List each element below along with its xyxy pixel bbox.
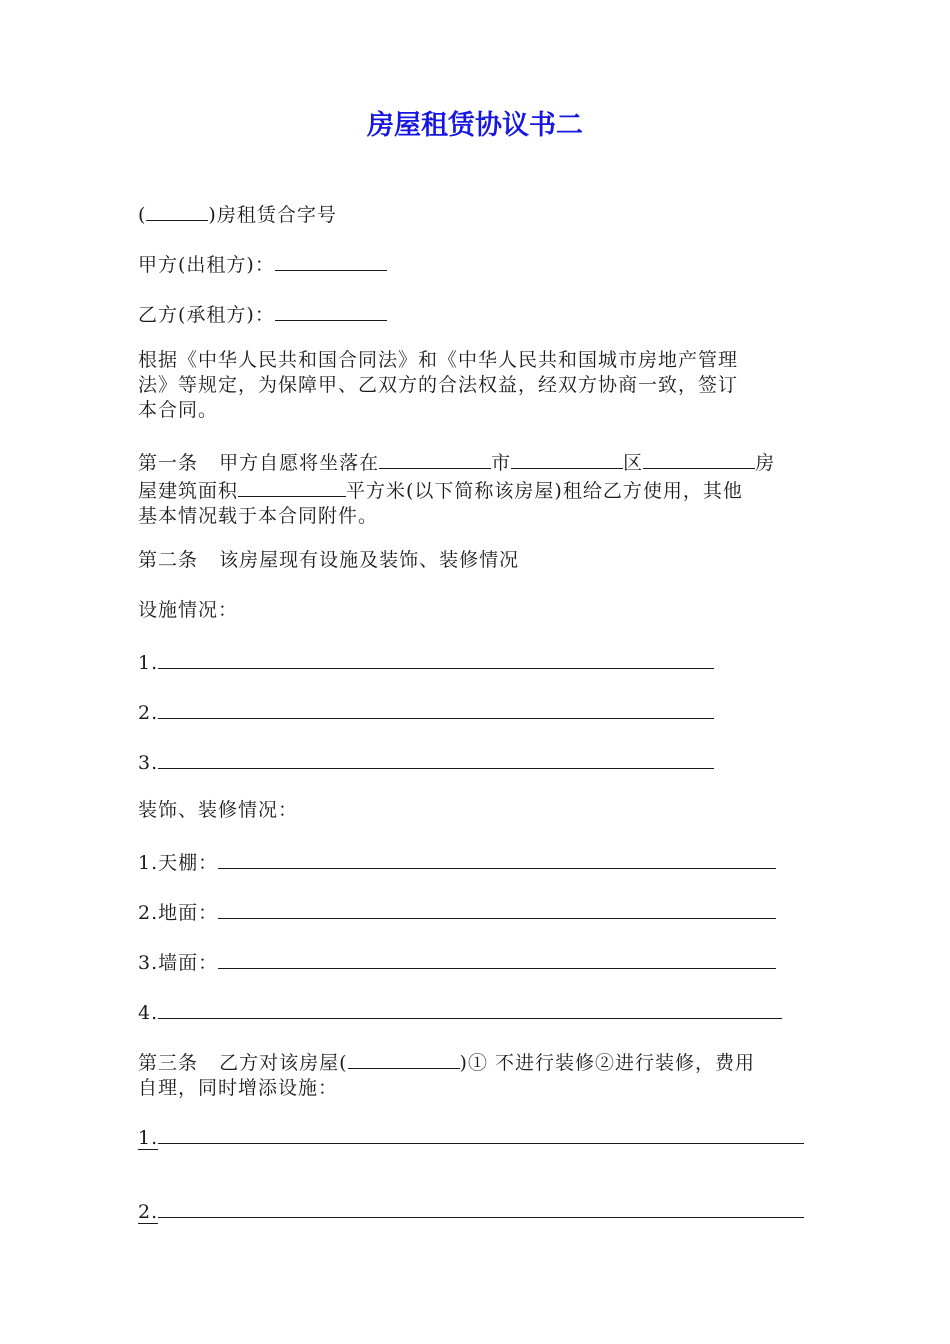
article-1-line (138, 476, 814, 504)
party-a-line (138, 250, 814, 278)
addition-item-number: 1. (138, 1127, 159, 1149)
facility-item-number: 1. (138, 652, 159, 674)
facility-item-number: 2. (138, 702, 159, 724)
renovation-choice-blank (348, 1048, 460, 1069)
addition-blank (158, 1197, 804, 1218)
facility-item-number: 3. (138, 752, 159, 774)
intro-paragraph (138, 348, 814, 423)
decoration-item (138, 848, 814, 876)
intro-line: 本合同。 (138, 399, 219, 421)
facilities-heading: 设施情况： (138, 599, 239, 621)
decoration-item-label: 4. (138, 1002, 159, 1024)
party-a-blank (275, 250, 387, 271)
article-3-line (138, 1048, 814, 1076)
article-1-text: 屋建筑面积 (138, 480, 239, 502)
contract-number-suffix: )房租赁合字号 (208, 204, 337, 226)
contract-number-blank (146, 200, 208, 221)
facility-item (138, 648, 814, 676)
addition-item (138, 1123, 814, 1151)
article-1-text: 房 (755, 452, 776, 474)
decoration-item (138, 948, 814, 976)
address-blank (643, 448, 755, 469)
decoration-heading: 装饰、装修情况： (138, 799, 299, 821)
addition-item-number: 2. (138, 1201, 159, 1223)
article-3-line: 自理，同时增添设施： (138, 1077, 339, 1099)
decoration-blank (218, 848, 776, 869)
facility-item (138, 748, 814, 776)
facility-blank (158, 648, 714, 669)
decoration-item-label: 3.墙面： (138, 952, 219, 974)
article-1-text: 第一条 甲方自愿将坐落在 (138, 452, 380, 474)
article-3 (138, 1048, 814, 1101)
article-1 (138, 448, 814, 529)
district-blank (511, 448, 623, 469)
decoration-item (138, 898, 814, 926)
addition-item (138, 1197, 814, 1225)
decoration-item-label: 1.天棚： (138, 852, 219, 874)
document-title: 房屋租赁协议书二 (367, 110, 583, 141)
decoration-blank (218, 948, 776, 969)
intro-line: 法》等规定，为保障甲、乙双方的合法权益，经双方协商一致，签订 (138, 374, 739, 396)
party-b-label: 乙方(承租方)： (138, 304, 275, 326)
article-1-line: 基本情况载于本合同附件。 (138, 505, 379, 527)
area-blank (238, 476, 346, 497)
party-b-blank (275, 300, 387, 321)
intro-line: 根据《中华人民共和国合同法》和《中华人民共和国城市房地产管理 (138, 349, 739, 371)
article-1-line (138, 448, 814, 476)
contract-number-prefix: ( (138, 204, 147, 226)
article-3-text: 第三条 乙方对该房屋( (138, 1052, 348, 1074)
article-1-text: 平方米(以下简称该房屋)租给乙方使用，其他 (346, 480, 743, 502)
contract-number-line (138, 200, 814, 228)
city-blank (379, 448, 491, 469)
addition-blank (158, 1123, 804, 1144)
decoration-blank (218, 898, 776, 919)
decoration-item (138, 998, 814, 1026)
party-b-line (138, 300, 814, 328)
article-1-text: 区 (623, 452, 644, 474)
addition-blank-wrap (138, 1149, 158, 1150)
facility-item (138, 698, 814, 726)
facility-blank (158, 748, 714, 769)
addition-blank-wrap (138, 1223, 158, 1224)
decoration-blank (158, 998, 782, 1019)
article-1-text: 市 (491, 452, 512, 474)
article-3-text: )① 不进行装修②进行装修，费用 (459, 1052, 755, 1074)
article-2: 第二条 该房屋现有设施及装饰、装修情况 (138, 549, 520, 571)
facility-blank (158, 698, 714, 719)
decoration-item-label: 2.地面： (138, 902, 219, 924)
party-a-label: 甲方(出租方)： (138, 254, 275, 276)
